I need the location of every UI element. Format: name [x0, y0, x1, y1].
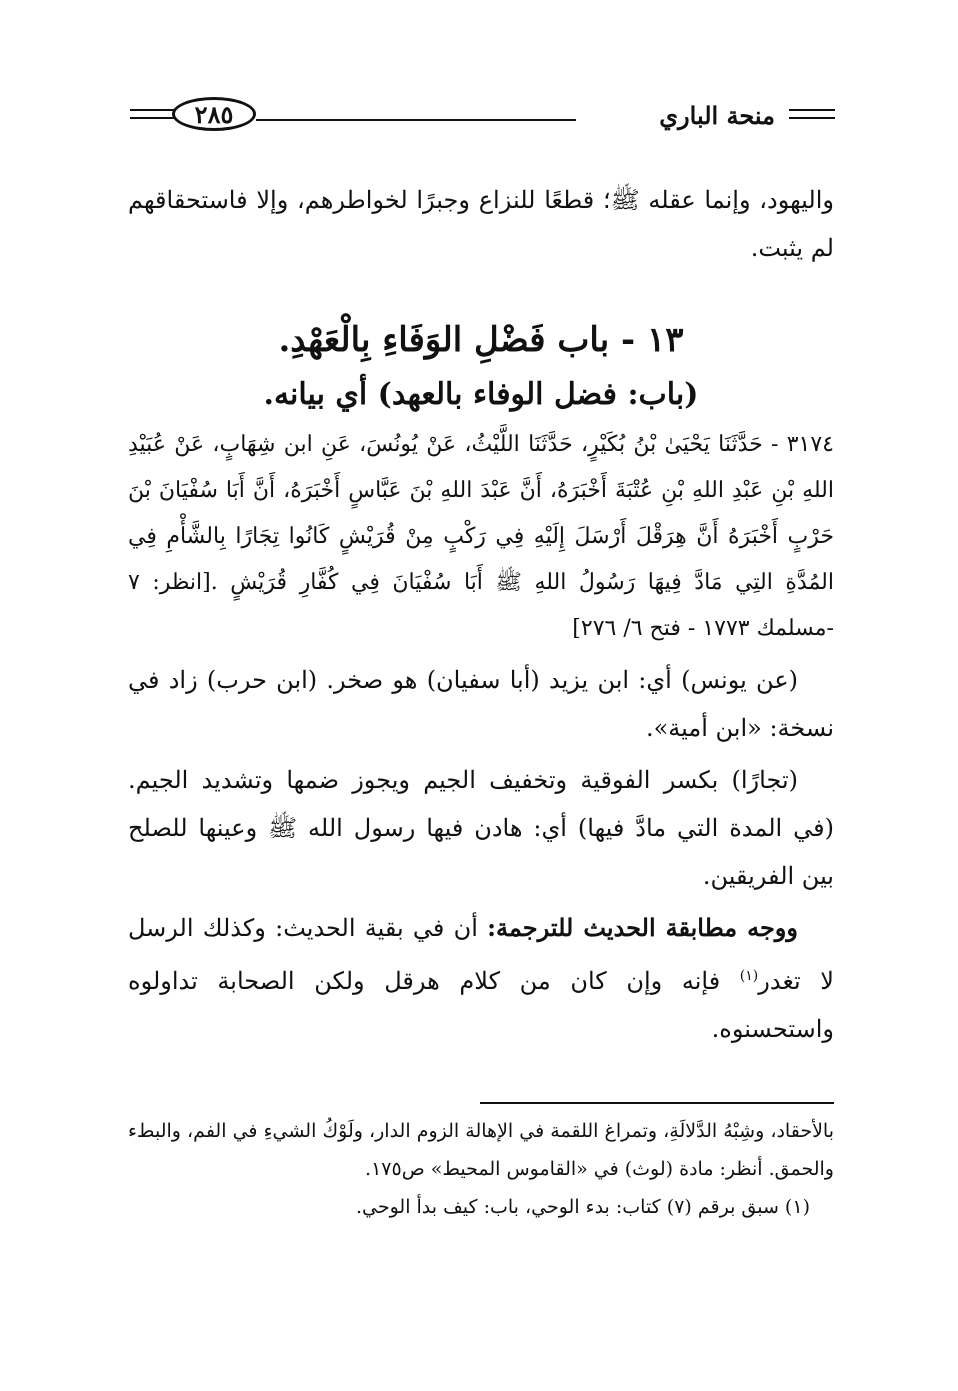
paragraph-text-before-ref: أن في بقية الحديث: وكذلك الرسل لا تغدر	[128, 914, 834, 995]
header-rule-left-top	[130, 109, 174, 111]
commentary-paragraph-2: (تجارًا) بكسر الفوقية وتخفيف الجيم ويجوز ضمها وتشديد الجيم. (في المدة التي مادَّ فيها) أي: هادن فيها رسول الله ﷺ وعينها للصلح بين الفريقين.	[128, 766, 834, 890]
header-rule-middle	[256, 119, 576, 121]
paragraph-lead: ووجه مطابقة الحديث للترجمة:	[487, 913, 798, 942]
footnote-ref: (١)	[739, 968, 759, 984]
commentary-paragraph-3	[128, 904, 834, 1053]
footnotes-block	[128, 1112, 834, 1226]
chapter-heading: ١٣ - باب فَضْلِ الوَفَاءِ بِالْعَهْدِ.	[278, 320, 684, 360]
running-header	[130, 95, 835, 137]
intro-block	[128, 176, 834, 272]
commentary-block	[128, 656, 834, 1053]
hadith-text: ٣١٧٤ - حَدَّثَنَا يَحْيَىٰ بْنُ بُكَيْرٍ، حَدَّثَنَا اللَّيْثُ، عَنْ يُونُسَ، عَنِ ابن شِهَابٍ، عَنْ عُبَيْدِ اللهِ بْنِ عَبْدِ اللهِ بْنِ عُتْبَةَ أَخْبَرَهُ، أَنَّ عَبْدَ اللهِ بْنَ عَبَّاسٍ أَخْبَرَهُ، أَنَّ أَبَا سُفْيَانَ بْنَ حَرْبٍ أَخْبَرَهُ أَنَّ هِرَقْلَ أَرْسَلَ إِلَيْهِ فِي رَكْبٍ مِنْ قُرَيْشٍ كَانُوا تِجَارًا بِالشَّأْمِ فِي المُدَّةِ التِي مَادَّ فِيهَا رَسُولُ اللهِ ﷺ أَبَا سُفْيَانَ فِي كُفَّارِ قُرَيْشٍ .[انظر: ٧ -مسلمك ١٧٧٣ - فتح ٦/ ٢٧٦]	[128, 432, 834, 641]
page-number-text: ٢٨٥	[194, 99, 234, 129]
page-number	[172, 97, 256, 131]
commentary-paragraph-1: (عن يونس) أي: ابن يزيد (أبا سفيان) هو صخر. (ابن حرب) زاد في نسخة: «ابن أمية».	[128, 666, 834, 742]
book-title: منحة الباري	[659, 101, 775, 130]
section-heading: (باب: فضل الوفاء بالعهد) أي بيانه.	[263, 377, 699, 412]
footnote-continuation: بالأحقاد، وشِبْهُ الدَّلالَةِ، وتمراغ اللقمة في الإهالة الزوم الدار، ولَوْكُ الشيءِ في الفم، والبطء والحمق. أنظر: مادة (لوث) في «القاموس المحيط» ص١٧٥.	[128, 1120, 834, 1180]
intro-paragraph: واليهود، وإنما عقله ﷺ؛ قطعًا للنزاع وجبرًا لخواطرهم، وإلا فاستحقاقهم لم يثبت.	[128, 186, 834, 262]
header-rule-right-top	[789, 109, 835, 111]
footnote-1: (١) سبق برقم (٧) كتاب: بدء الوحي، باب: كيف بدأ الوحي.	[355, 1196, 810, 1218]
footnote-separator	[480, 1102, 834, 1104]
header-rule-left-bottom	[130, 117, 174, 119]
header-rule-right-bottom	[789, 117, 835, 119]
paragraph-text-after-ref: فإنه وإن كان من كلام هرقل ولكن الصحابة تداولوه واستحسنوه.	[128, 967, 834, 1043]
hadith-block	[128, 422, 834, 652]
